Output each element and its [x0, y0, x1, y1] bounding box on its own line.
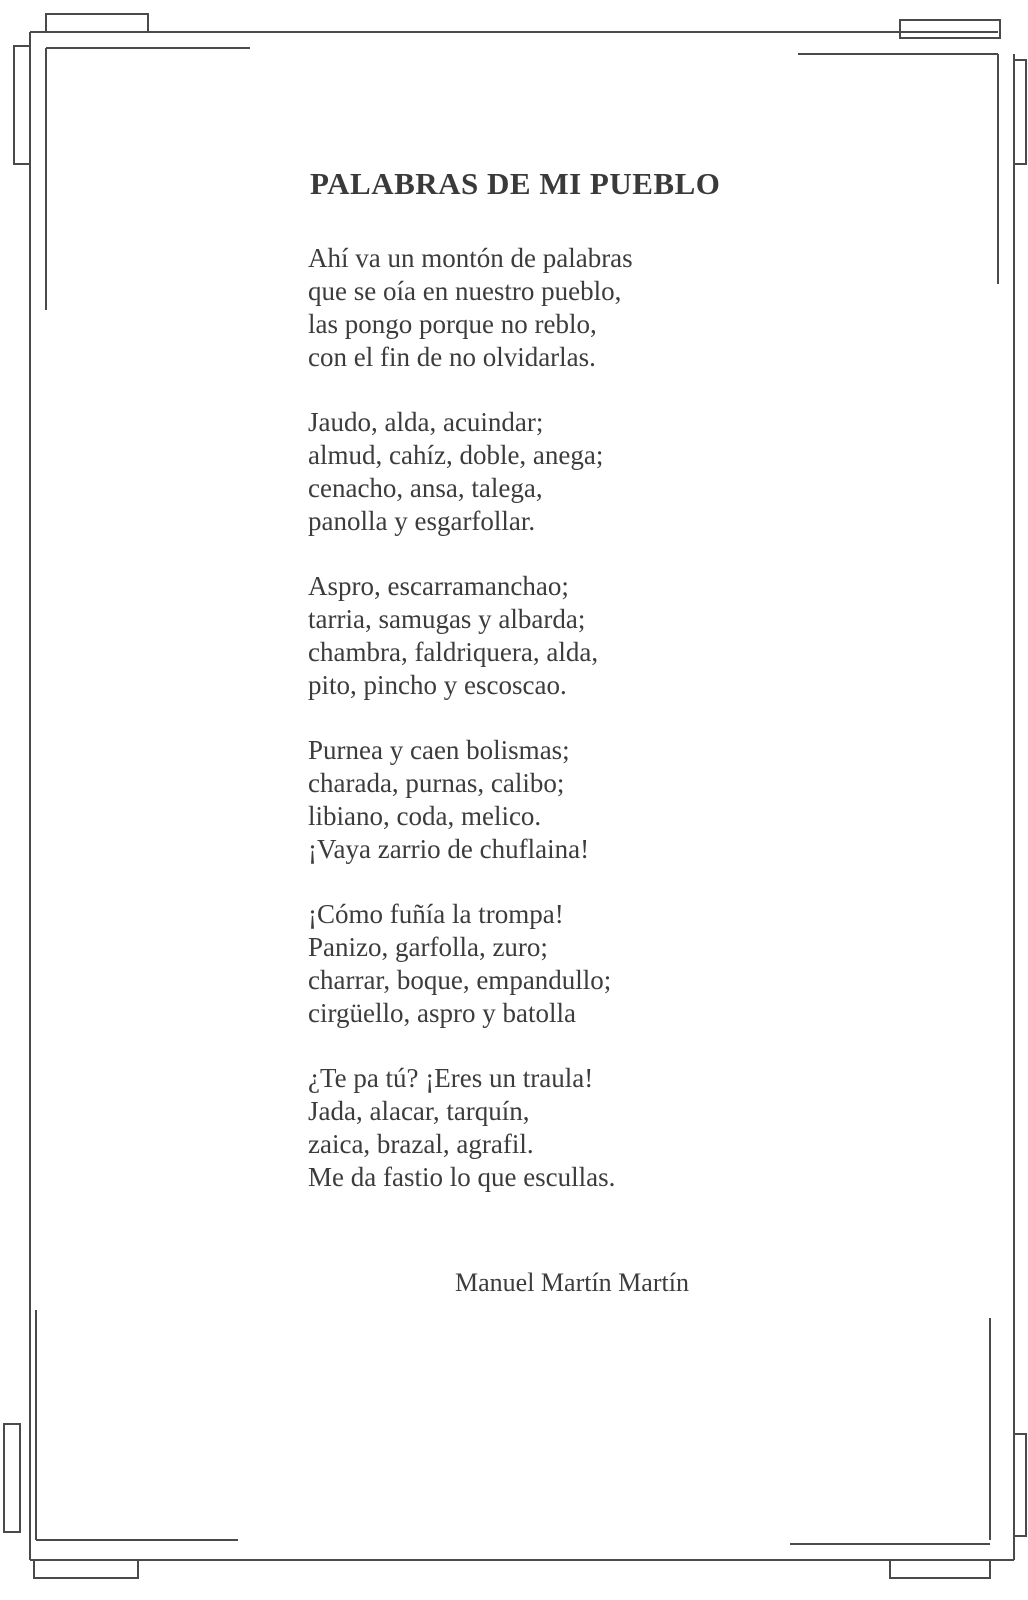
verse-line: libiano, coda, melico.: [308, 801, 542, 831]
verse-line: ¡Cómo fuñía la trompa!: [308, 899, 564, 929]
verse-line: Purnea y caen bolismas;: [308, 735, 570, 765]
verse-line: ¡Vaya zarrio de chuflaina!: [308, 834, 590, 864]
stanza-1: [308, 242, 868, 374]
verse-line: Jaudo, alda, acuindar;: [308, 407, 544, 437]
verse-line: almud, cahíz, doble, anega;: [308, 440, 604, 470]
stanza-4: [308, 734, 868, 866]
verse-line: ¿Te pa tú? ¡Eres un traula!: [308, 1063, 594, 1093]
frame-right-bottom-tab: [1014, 1434, 1026, 1536]
verse-line: tarria, samugas y albarda;: [308, 604, 586, 634]
stanza-6: [308, 1062, 868, 1194]
poem-author: Manuel Martín Martín: [455, 1268, 689, 1297]
verse-line: chambra, faldriquera, alda,: [308, 637, 599, 667]
frame-left-top-tab: [14, 46, 30, 164]
verse-line: cirgüello, aspro y batolla: [308, 998, 576, 1028]
verse-line: charada, purnas, calibo;: [308, 768, 565, 798]
verse-line: con el fin de no olvidarlas.: [308, 342, 596, 372]
frame-top-left-tab: [46, 14, 148, 32]
verse-line: panolla y esgarfollar.: [308, 506, 536, 536]
stanza-5: [308, 898, 868, 1030]
verse-line: Panizo, garfolla, zuro;: [308, 932, 548, 962]
verse-line: cenacho, ansa, talega,: [308, 473, 543, 503]
frame-left-bottom-tab: [4, 1424, 20, 1532]
verse-line: Me da fastio lo que escullas.: [308, 1162, 616, 1192]
frame-right-top-tab: [1014, 60, 1026, 164]
poem-title: PALABRAS DE MI PUEBLO: [310, 166, 721, 201]
frame-top-right-tab: [900, 20, 1000, 38]
verse-line: pito, pincho y escoscao.: [308, 670, 567, 700]
verse-line: Ahí va un montón de palabras: [308, 243, 633, 273]
verse-line: charrar, boque, empandullo;: [308, 965, 612, 995]
stanza-2: [308, 406, 868, 538]
frame-bottom-right-tab: [890, 1560, 990, 1578]
verse-line: zaica, brazal, agrafil.: [308, 1129, 534, 1159]
frame-bottom-left-tab: [34, 1560, 138, 1578]
poem: [308, 160, 868, 1226]
verse-line: Aspro, escarramanchao;: [308, 571, 569, 601]
verse-line: Jada, alacar, tarquín,: [308, 1096, 530, 1126]
verse-line: que se oía en nuestro pueblo,: [308, 276, 622, 306]
verse-line: las pongo porque no reblo,: [308, 309, 597, 339]
stanza-3: [308, 570, 868, 702]
